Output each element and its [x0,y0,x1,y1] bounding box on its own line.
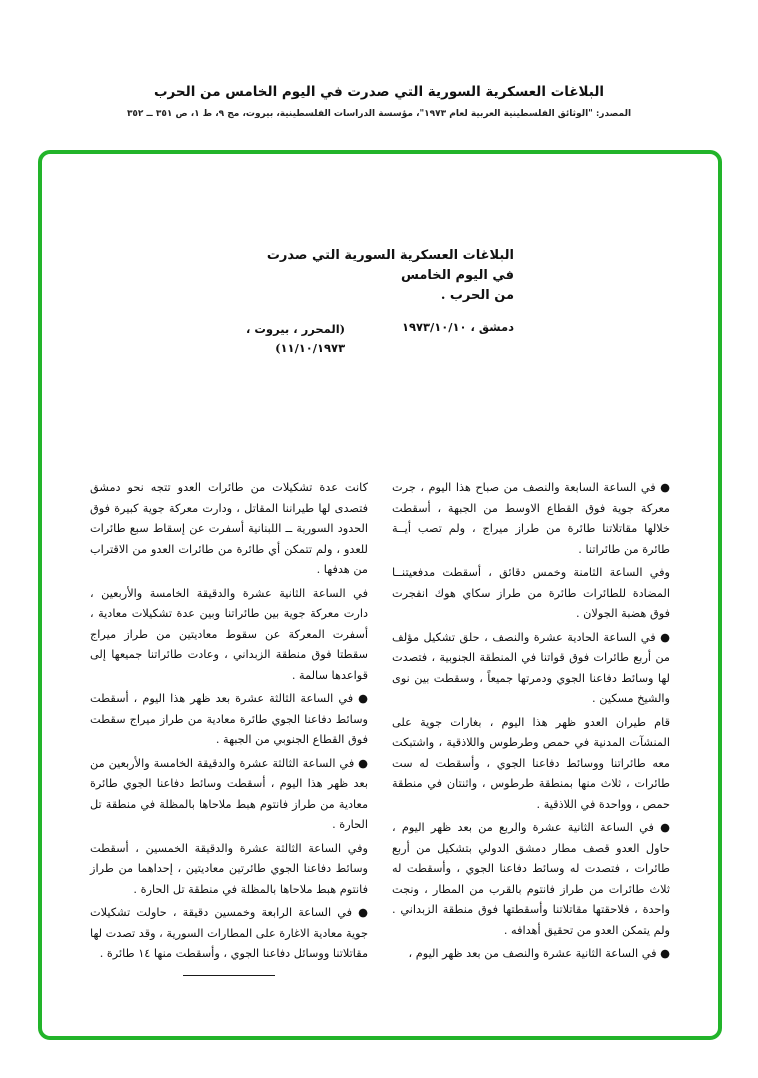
document-title [246,246,514,306]
page-header [0,84,758,119]
text-columns [42,478,718,976]
paragraph: قام طيران العدو ظهر هذا اليوم ، بغارات جوية على المنشآت المدنية في حمص وطرطوس واللاذقية ، واشتبكت معه طائراتنا ووسائط دفاعنا الجوي ، وأسقطت له ست طائرات ، ثلاث منها بمنطقة طرطوس ، واثنتان في منطقة حمص ، وواحدة في اللاذقية . [392,715,670,811]
dateline-editor [246,320,345,357]
dateline-editor-line1: (المحرر ، بيروت ، [246,322,346,337]
document-title-line1: البلاغات العسكرية السورية التي صدرت في اليوم الخامس [266,248,514,284]
dateline [246,320,514,357]
dateline-editor-line2: ١١/١٠/١٩٧٣) [275,340,346,355]
column-left [90,478,368,976]
paragraph: في الساعة الثانية عشرة والدقيقة الخامسة والأربعين ، دارت معركة جوية بين طائراتنا وبين عدة تشكيلات معادية ، أسفرت المعركة عن سقوط معاديتين من طراز ميراج سقطتا فوق منطقة الزبداني ، وعادت طائراتنا جميعها إلى قواعدها سالمة . [90,586,368,682]
paragraph: ● في الساعة الرابعة وخمسين دقيقة ، حاولت تشكيلات جوية معادية الاغارة على المطارات السورية ، وقد تصدت لها مقاتلاتنا ووسائل دفاعنا الجوي ، وأسقطت منها ١٤ طائرة . [90,906,368,960]
document-title-line2: من الحرب . [440,288,514,304]
end-divider [183,975,275,976]
paragraph: وفي الساعة الثامنة وخمس دقائق ، أسقطت مدفعيتنــا المضادة للطائرات طائرة من طراز سكاي هوك انفجرت فوق هضبة الجولان . [392,566,670,620]
paragraph: ● في الساعة الثالثة عشرة بعد ظهر هذا اليوم ، أسقطت وسائط دفاعنا الجوي طائرة معادية من طراز ميراج سقطت فوق القطاع الجنوبي من الجبهة . [90,692,368,746]
paragraph: وفي الساعة الثالثة عشرة والدقيقة الخمسين ، أسقطت وسائط دفاعنا الجوي طائرتين معاديتين ، إحداهما من طراز فانتوم هبط ملاحاها بالمظلة في منطقة تل الحارة . [90,841,368,896]
column-right [392,478,670,976]
paragraph: كانت عدة تشكيلات من طائرات العدو تتجه نحو دمشق فتصدى لها طيراننا المقاتل ، ودارت معركة جوية كبيرة فوق الحدود السورية ــ اللبنانية أسفرت عن إسقاط سبع طائرات للعدو ، ولم تتمكن أي طائرة من طائرات العدو من الاقتراب من هدفها . [90,481,368,576]
dateline-place-date: دمشق ، ١٩٧٣/١٠/١٠ [401,320,514,335]
paragraph: ● في الساعة الحادية عشرة والنصف ، حلق تشكيل مؤلف من أربع طائرات فوق قواتنا في المنطقة الجنوبية ، فتصدت لها وسائط دفاعنا الجوي ودمرتها جميعاً ، وسقطت بين نوى والشيخ مسكين . [392,630,670,705]
paragraph: ● في الساعة السابعة والنصف من صباح هذا اليوم ، جرت معركة جوية فوق القطاع الاوسط من الجبهة ، أسقطت خلالها مقاتلاتنا طائرة من طراز ميراج ، ولم تصب أيــة طائرة من طائراتنا . [392,481,670,556]
paragraph: ● في الساعة الثانية عشرة والربع من بعد ظهر اليوم ، حاول العدو قصف مطار دمشق الدولي بتشكيل من أربع طائرات ، فتصدت له وسائط دفاعنا الجوي ، وأسقطت له ثلاث طائرات من طراز فانتوم بالقرب من المطار ، ونجت واحدة ، فلاحقتها مقاتلاتنا وأسقطتها فوق منطقة الزبداني . ولم يتمكن العدو من تحقيق أهدافه . [392,821,670,937]
document-body [42,246,718,1078]
source-citation: المصدر: "الوثائق الفلسطينية العربية لعام ١٩٧٣"، مؤسسة الدراسات الفلسطينية، بيروت، مج ٩، ط ١، ص ٣٥١ ــ ٣٥٢ [126,109,632,119]
page-title: البلاغات العسكرية السورية التي صدرت في اليوم الخامس من الحرب [153,84,605,100]
paragraph: ● في الساعة الثانية عشرة والنصف من بعد ظهر اليوم ، [408,947,670,960]
document-frame [38,150,722,1040]
paragraph: ● في الساعة الثالثة عشرة والدقيقة الخامسة والأربعين من بعد ظهر هذا اليوم ، أسقطت وسائط دفاعنا الجوي طائرة معادية من طراز فانتوم هبط ملاحاها بالمظلة في منطقة تل الحارة . [90,756,368,831]
